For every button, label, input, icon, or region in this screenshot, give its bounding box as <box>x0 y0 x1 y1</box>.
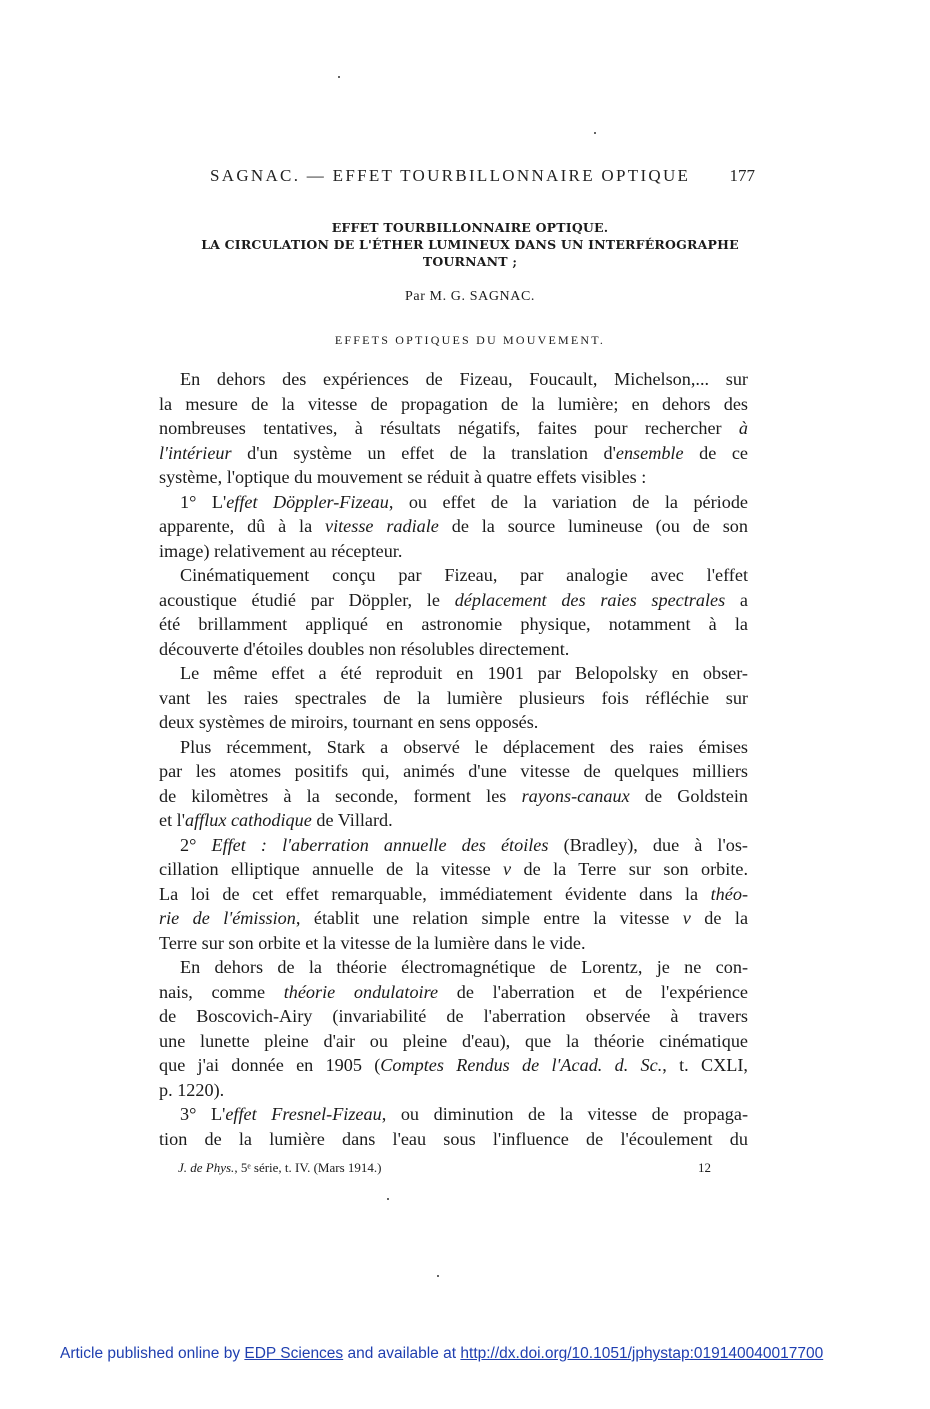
scan-speck <box>387 1198 389 1200</box>
body-line: été brillamment appliqué en astronomie physique, notamment à la <box>159 614 748 634</box>
footer-signature-number: 12 <box>698 1160 711 1175</box>
italic-text: vitesse radiale <box>325 516 439 536</box>
body-line: une lunette pleine d'air ou pleine d'eau), que la théorie cinématique <box>159 1030 748 1051</box>
italic-text: v <box>682 908 691 928</box>
page-number: 177 <box>729 166 755 185</box>
body-line: En dehors de la théorie électromagnétique de Lorentz, je ne con- <box>180 957 748 977</box>
body-line: p. 1220). <box>159 1079 225 1100</box>
scan-speck <box>594 132 596 134</box>
body-line: et l'afflux cathodique de Villard. <box>159 810 393 830</box>
article-title-line-2: LA CIRCULATION DE L'ÉTHER LUMINEUX DANS UN INTERFÉROGRAPHE <box>201 237 739 252</box>
body-line: découverte d'étoiles doubles non résolubles directement. <box>159 638 570 659</box>
italic-text: rie de l'émission <box>159 908 296 928</box>
body-line: 3° L'effet Fresnel-Fizeau, ou diminution de la vitesse de propaga- <box>180 1104 748 1124</box>
body-line: 1° L'effet Döppler-Fizeau, ou effet de la variation de la période <box>180 491 748 512</box>
publication-prefix: Article published online by <box>60 1345 245 1362</box>
publisher-link[interactable]: EDP Sciences <box>244 1345 344 1362</box>
body-line: image) relativement au récepteur. <box>159 540 403 561</box>
body-line: par les atomes positifs qui, animés d'une vitesse de quelques milliers <box>159 761 748 781</box>
body-line: acoustique étudié par Döppler, le déplacement des raies spectrales a <box>159 589 748 610</box>
italic-text: Comptes Rendus de l'Acad. d. Sc. <box>380 1055 663 1075</box>
body-line: apparente, dû à la vitesse radiale de la source lumineuse (ou de son <box>159 516 748 536</box>
body-line: de Boscovich-Airy (invariabilité de l'aberration observée à travers <box>159 1006 748 1026</box>
body-line: la mesure de la vitesse de propagation de la lumière; en dehors des <box>159 393 748 414</box>
body-line: cillation elliptique annuelle de la vitesse v de la Terre sur son orbite. <box>159 859 748 879</box>
body-line: l'intérieur d'un système un effet de la translation d'ensemble de ce <box>159 442 748 463</box>
running-head-title: SAGNAC. — EFFET TOURBILLONNAIRE OPTIQUE <box>210 166 691 185</box>
italic-text: afflux cathodique <box>185 810 312 830</box>
article-title-line-3: TOURNANT ; <box>422 254 518 269</box>
italic-text: rayons-canaux <box>521 785 630 806</box>
italic-text: v <box>503 859 512 879</box>
italic-text: effet Döppler-Fizeau <box>226 491 389 512</box>
body-line: nombreuses tentatives, à résultats négatifs, faites pour rechercher à <box>159 418 748 438</box>
italic-text: à <box>738 418 748 438</box>
author-line: Par M. G. SAGNAC. <box>405 289 535 304</box>
italic-text: déplacement des raies spectrales <box>454 589 726 610</box>
doi-link[interactable]: http://dx.doi.org/10.1051/jphystap:019140040017700 <box>460 1345 824 1362</box>
body-line: En dehors des expériences de Fizeau, Foucault, Michelson,... sur <box>180 369 748 389</box>
body-text <box>159 367 748 1151</box>
italic-text: théo- <box>710 883 748 904</box>
italic-text: Effet : l'aberration annuelle des étoiles <box>211 834 549 855</box>
body-line: La loi de cet effet remarquable, immédiatement évidente dans la théo- <box>159 883 748 904</box>
body-line: de kilomètres à la seconde, forment les rayons-canaux de Goldstein <box>159 785 748 806</box>
section-heading: EFFETS OPTIQUES DU MOUVEMENT. <box>334 333 606 347</box>
scan-speck <box>338 76 340 78</box>
italic-text: l'intérieur <box>159 442 232 463</box>
italic-text: théorie ondulatoire <box>283 981 439 1002</box>
body-line: 2° Effet : l'aberration annuelle des étoiles (Bradley), due à l'os- <box>180 834 748 855</box>
body-line: Plus récemment, Stark a observé le déplacement des raies émises <box>180 736 748 757</box>
article-title-line-1: EFFET TOURBILLONNAIRE OPTIQUE. <box>331 220 609 235</box>
body-line: nais, comme théorie ondulatoire de l'aberration et de l'expérience <box>159 981 748 1002</box>
italic-text: effet Fresnel-Fizeau <box>225 1104 382 1124</box>
scan-speck <box>437 1275 439 1277</box>
publication-notice <box>60 1345 850 1363</box>
footer-details: , 5ᵉ série, t. IV. (Mars 1914.) <box>234 1160 382 1175</box>
body-line: Terre sur son orbite et la vitesse de la lumière dans le vide. <box>159 932 586 953</box>
body-line: tion de la lumière dans l'eau sous l'influence de l'écoulement du <box>159 1128 748 1149</box>
body-line: que j'ai donnée en 1905 (Comptes Rendus de l'Acad. d. Sc., t. CXLI, <box>159 1055 748 1075</box>
publication-middle: and available at <box>343 1345 461 1362</box>
body-line: deux systèmes de miroirs, tournant en sens opposés. <box>159 712 539 732</box>
body-line: rie de l'émission, établit une relation simple entre la vitesse v de la <box>159 908 748 928</box>
footer-journal: J. de Phys. <box>178 1160 235 1175</box>
body-line: Cinématiquement conçu par Fizeau, par analogie avec l'effet <box>180 565 748 585</box>
body-line: Le même effet a été reproduit en 1901 par Belopolsky en obser- <box>180 663 748 683</box>
body-line: vant les raies spectrales de la lumière plusieurs fois réfléchie sur <box>159 687 748 708</box>
running-head <box>210 166 755 186</box>
body-line: système, l'optique du mouvement se réduit à quatre effets visibles : <box>159 467 647 487</box>
page-footer <box>178 1160 711 1176</box>
italic-text: ensemble <box>615 442 684 463</box>
